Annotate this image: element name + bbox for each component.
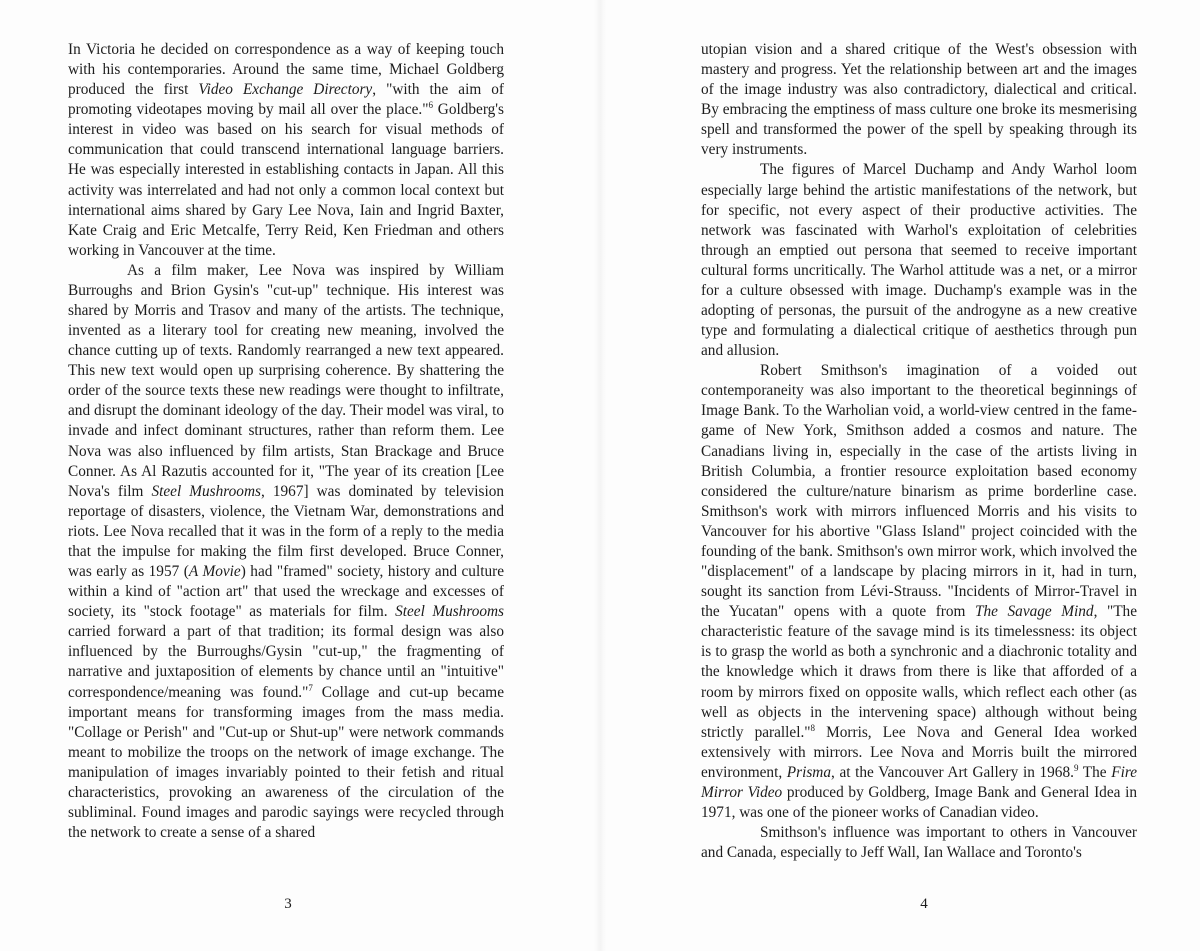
text-run: Morris, Lee Nova and General Idea worked extensively with mirrors. Lee Nova and Morris built the mirrored environment, (701, 723, 1137, 781)
text-run: , "with the aim of promoting videotapes moving by mail all over the place." (68, 81, 505, 119)
italic-title: Prisma (786, 763, 831, 781)
italic-title: The Savage Mind (975, 603, 1094, 621)
text-run: , "The characteristic feature of the savage mind is its timelessness: its object is to grasp the world as both a synchronic and a diachronic totality and the knowledge which it draws from there is like that afforded of a room by mirrors fixed on opposite walls, which reflect each other (as well as objects in the intervening space) although without being strictly parallel." (701, 603, 1137, 741)
text-run: The (1078, 763, 1112, 781)
paragraph (701, 361, 1137, 823)
text-run: As a film maker, Lee Nova was inspired by William Burroughs and Brion Gysin's "cut-up" technique. His interest was shared by Morris and Trasov and many of the artists. The technique, invented as a literary tool for creating new meaning, involved the chance cutting up of texts. Randomly rearranged a new text appeared. This new text would open up surprising coherence. By shattering the order of the source texts these new readings were thought to infiltrate, and disrupt the dominant ideology of the day. Their model was viral, to invade and infect dominant structures, rather than reform them. Lee Nova was also influenced by film artists, Stan Brackage and Bruce Conner. As Al Razutis accounted for it, "The year of its creation [Lee Nova's film (68, 261, 504, 500)
italic-title: Video Exchange Directory (198, 81, 373, 99)
paragraph (701, 823, 1137, 863)
paragraph (68, 261, 504, 843)
page-number-left: 3 (284, 896, 292, 912)
text-run: Goldberg's interest in video was based on his search for visual methods of communication that could transcend international language barriers. He was especially interested in establishing contacts in Japan. All this activity was interrelated and had not only a common local context but international aims shared by Gary Lee Nova, Iain and Ingrid Baxter, Kate Craig and Eric Metcalfe, Terry Reid, Ken Friedman and others working in Vancouver at the time. (68, 101, 504, 259)
text-run: produced by Goldberg, Image Bank and General Idea in 1971, was one of the pioneer works of Canadian video. (701, 783, 1137, 821)
footnote-ref: 6 (428, 100, 433, 111)
text-run: , at the Vancouver Art Gallery in 1968. (831, 763, 1074, 781)
text-run: Smithson's influence was important to others in Vancouver and Canada, especially to Jeff Wall, Ian Wallace and Toronto's (701, 824, 1137, 862)
text-run: , 1967] was dominated by television reportage of disasters, violence, the Vietnam War, demonstrations and riots. Lee Nova recalled that it was in the form of a reply to the media that the impulse for making the film first developed. Bruce Conner, was early as 1957 ( (68, 482, 504, 581)
text-run: In Victoria he decided on correspondence as a way of keeping touch with his contemporaries. Around the same time, Michael Goldberg produced the first (68, 41, 504, 99)
text-run: carried forward a part of that tradition; its formal design was also influenced by the Burroughs/Gysin "cut-up," the fragmenting of narrative and juxtaposition of elements by chance until an "intuitive" correspondence/meaning was found." (68, 623, 504, 701)
page-left (68, 40, 504, 843)
paragraph (68, 40, 504, 261)
italic-title: Steel Mushrooms (151, 482, 261, 500)
text-run: utopian vision and a shared critique of the West's obsession with mastery and progress. Yet the relationship between art and the images of the image industry was also contradictory, dialectical and critical. By embracing the emptiness of mass culture one broke its mesmerising spell and transformed the power of the spell by speaking through its very instruments. (701, 41, 1137, 159)
footnote-ref: 8 (810, 722, 816, 733)
footnote-ref: 7 (308, 682, 313, 693)
text-run: Robert Smithson's imagination of a voided out contemporaneity was also important to the theoretical beginnings of Image Bank. To the Warholian void, a world-view centred in the fame-game of New York, Smithson added a cosmos and nature. The Canadians living in, especially in the case of the artists living in British Columbia, a frontier resource exploitation based economy considered the culture/nature binarism as prime borderline case. Smithson's work with mirrors influenced Morris and his visits to Vancouver for his abortive "Glass Island" project coincided with the founding of the bank. Smithson's own mirror work, which involved the "displacement" of a landscape by placing mirrors in it, had in turn, sought its sanction from Lévi-Strauss. "Incidents of Mirror-Travel in the Yucatan" opens with a quote from (701, 362, 1137, 621)
italic-title: Fire Mirror Video (701, 763, 1138, 801)
book-gutter (594, 0, 606, 951)
text-run: Collage and cut-up became important means for transforming images from the mass media. "Collage or Perish" and "Cut-up or Shut-up" were network commands meant to mobilize the troops on the network of image exchange. The manipulation of images invariably pointed to their fetish and ritual characteristics, provoking an awareness of the circulation of the subliminal. Found images and parodic sayings were recycled through the network to create a sense of a shared (68, 683, 504, 842)
footnote-ref: 9 (1073, 762, 1079, 773)
italic-title: Steel Mushrooms (395, 603, 504, 621)
text-run: The figures of Marcel Duchamp and Andy Warhol loom especially large behind the artistic manifestations of the network, but for specific, not every aspect of their productive activities. The network was fascinated with Warhol's exploitation of celebrities through an emptied out persona that seemed to receive important cultural forms uncritically. The Warhol attitude was a net, or a mirror for a culture obsessed with image. Duchamp's example was in the adopting of personas, the pursuit of the androgyne as a new creative type and formulating a dialectical critique of aesthetics through pun and allusion. (701, 161, 1137, 360)
paragraph (701, 40, 1137, 160)
page-number-right: 4 (920, 896, 928, 912)
italic-title: A Movie (188, 563, 241, 581)
page-right (701, 40, 1137, 863)
paragraph (701, 160, 1137, 361)
text-run: ) had "framed" society, history and culture within a kind of "action art" that used the wreckage and excesses of society, its "stock footage" as materials for film. (68, 563, 504, 621)
